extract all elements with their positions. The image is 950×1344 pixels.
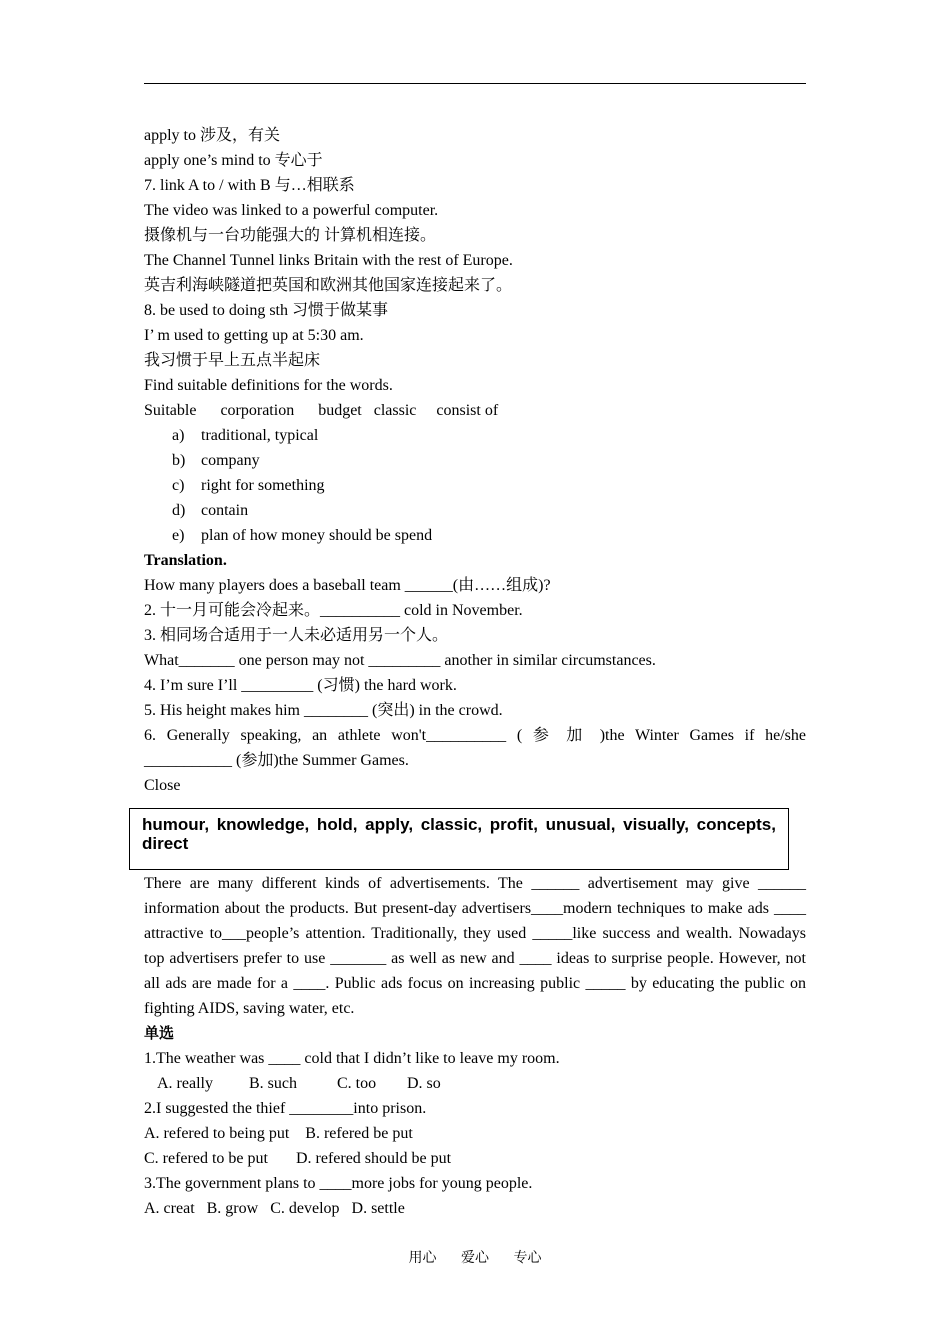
translation-line: 5. His height makes him ________ (突出) in the crowd. [144,702,503,719]
option: A. really [157,1075,213,1092]
option: C. too [337,1075,377,1092]
translation-line: 6. Generally speaking, an athlete won't__________ ( 参 加 )the Winter Games if he/she [144,727,806,744]
definition-label: e) [172,527,185,544]
cloze-paragraph: There are many different kinds of advertisements. The ______ advertisement may give ______ information about the products. But present-day advertisers____modern techniques to make ads ____ attractive to___people’s attention. Traditionally, they used _____like success and wealth. Nowadays top advertisers prefer to use _______ as well as new and ____ ideas to surprise people. However, not all ads are made for a ____. Public ads focus on increasing public _____ by educating the public on fighting AIDS, saving water, etc. [144,875,806,1017]
footer-text: 用心 [408,1250,437,1266]
definition-item [144,498,806,523]
def-word: budget [318,402,362,419]
def-word: corporation [220,402,295,419]
def-word: consist of [436,402,499,419]
text-line: 英吉利海峡隧道把英国和欧洲其他国家连接起来了。 [144,277,513,294]
definition-text: right for something [201,477,325,494]
text-line: 7. link A to / with B 与…相联系 [144,177,355,194]
header-rule [144,83,806,84]
translation-line: 3. 相同场合适用于一人未必适用另一个人。 [144,627,449,644]
def-word: classic [373,402,417,419]
definition-item [144,473,806,498]
page-footer [0,1247,950,1267]
def-word: Suitable [144,402,197,419]
definition-text: company [201,452,260,469]
text-line: 8. be used to doing sth 习惯于做某事 [144,302,388,319]
definition-label: d) [172,502,186,519]
word-bank-box: humour, knowledge, hold, apply, classic, profit, unusual, visually, concepts, direct [129,808,789,870]
translation-line: ___________ (参加)the Summer Games. [144,752,409,769]
text-line: Find suitable definitions for the words. [144,377,393,394]
definition-text: contain [201,502,249,519]
section-heading-mc: 单选 [144,1024,175,1042]
question-3: 3.The government plans to ____more jobs for young people. [144,1175,533,1192]
text-line: apply to 涉及，有关 [144,127,280,144]
text-line: 我习惯于早上五点半起床 [144,352,321,369]
section-heading-close: Close [144,777,181,794]
option: D. so [407,1075,441,1092]
footer-text: 爱心 [461,1250,489,1266]
question-1: 1.The weather was ____ cold that I didn’t like to leave my room. [144,1050,560,1067]
main-content [144,123,806,798]
definition-label: b) [172,452,186,469]
definition-text: plan of how money should be spend [201,527,433,544]
translation-line: What_______ one person may not _________ another in similar circumstances. [144,652,656,669]
definition-words [144,398,806,423]
question-2: 2.I suggested the thief ________into prison. [144,1100,427,1117]
definition-label: c) [172,477,185,494]
footer-text: 专心 [513,1250,542,1266]
definition-item [144,448,806,473]
translation-line: How many players does a baseball team ______(由……组成)? [144,577,551,594]
option: B. such [249,1075,297,1092]
text-line: I’ m used to getting up at 5:30 am. [144,327,364,344]
question-2-options-row: A. refered to being put B. refered be put [144,1125,413,1142]
definition-text: traditional, typical [201,427,319,444]
question-2-options-row: C. refered to be put D. refered should be put [144,1150,452,1167]
definition-label: a) [172,427,185,444]
cloze-and-questions [144,871,806,1221]
text-line: The Channel Tunnel links Britain with the rest of Europe. [144,252,513,269]
question-1-options [144,1071,806,1096]
question-3-options: A. creat B. grow C. develop D. settle [144,1200,405,1217]
definition-item [144,423,806,448]
translation-line: 4. I’m sure I’ll _________ (习惯) the hard work. [144,677,457,694]
translation-line: 2. 十一月可能会冷起来。__________ cold in November. [144,602,523,619]
definition-item [144,523,806,548]
section-heading-translation: Translation. [144,552,227,569]
text-line: apply one’s mind to 专心于 [144,152,323,169]
text-line: 摄像机与一台功能强大的 计算机相连接。 [144,227,437,244]
text-line: The video was linked to a powerful computer. [144,202,439,219]
